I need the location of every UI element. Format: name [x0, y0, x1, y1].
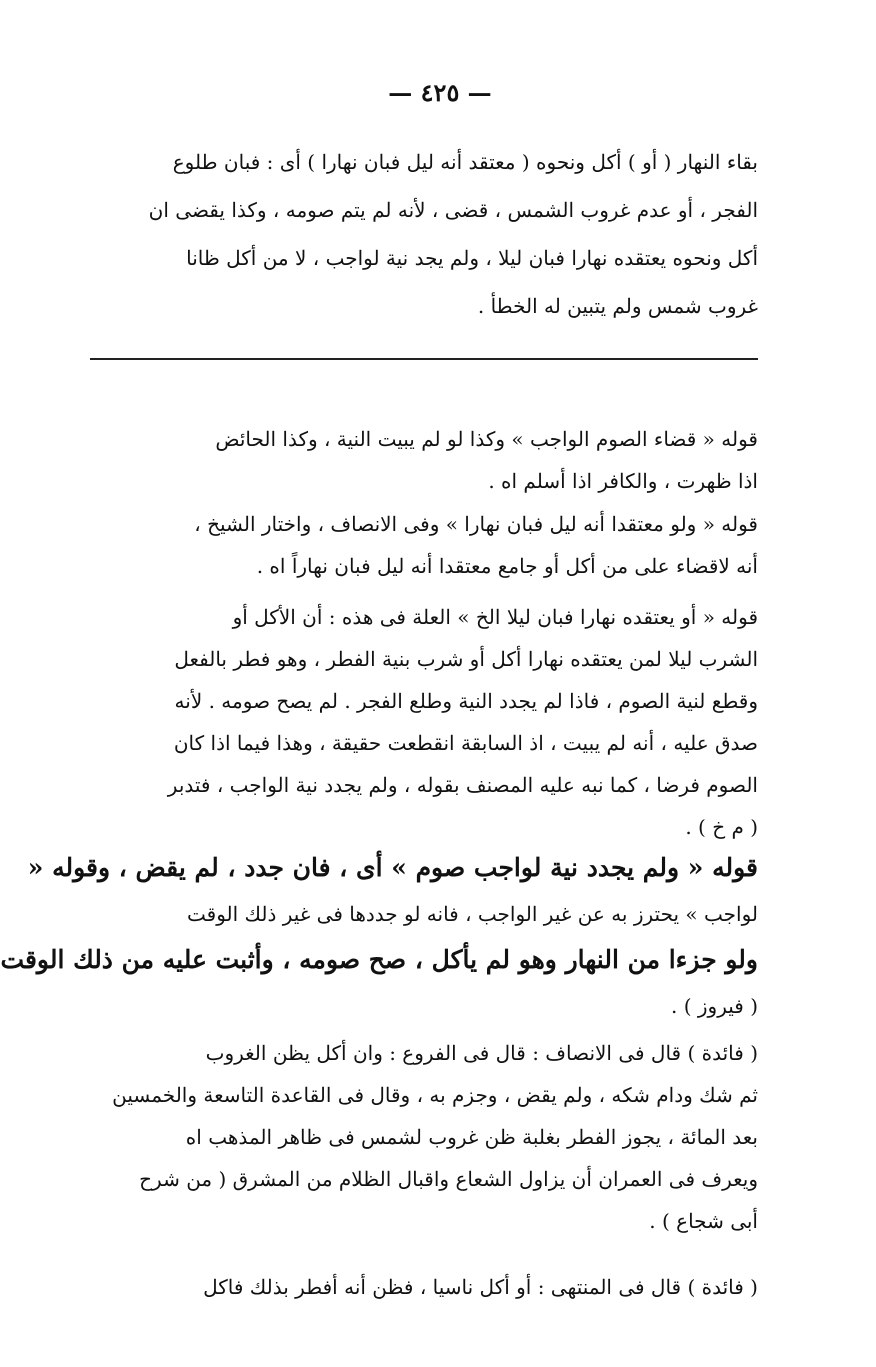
main-text-line: غروب شمس ولم يتبين له الخطأ . [477, 294, 758, 318]
footnote-line: ( فائدة ) قال فى الانصاف : قال فى الفروع : وان أكل يظن الغروب [205, 1041, 758, 1065]
footnote-line: ( فيروز ) . [671, 994, 758, 1018]
footnote-line: قوله « قضاء الصوم الواجب » وكذا لو لم يبيت النية ، وكذا الحائض [215, 427, 758, 451]
footnote-line: ولو جزءا من النهار وهو لم يأكل ، صح صومه ، وأثبت عليه من ذلك الوقت [0, 945, 758, 974]
footnote-line: الصوم فرضا ، كما نبه عليه المصنف بقوله ، ولم يجدد نية الواجب ، فتدبر [167, 773, 758, 797]
footnote-line: اذا ظهرت ، والكافر اذا أسلم اه . [488, 469, 758, 493]
footnote-3 [82, 596, 758, 848]
main-text-line: الفجر ، أو عدم غروب الشمس ، قضى ، لأنه لم يتم صومه ، وكذا يقضى ان [148, 198, 758, 222]
footnote-2 [82, 503, 758, 587]
footnote-1 [82, 418, 758, 502]
footnote-line: ( م خ ) . [685, 815, 758, 839]
footnote-line: صدق عليه ، أنه لم يبيت ، اذ السابقة انقطعت حقيقة ، وهذا فيما اذا كان [173, 731, 758, 755]
footnote-line: ثم شك ودام شكه ، ولم يقض ، وجزم به ، وقال فى القاعدة التاسعة والخمسين [112, 1083, 758, 1107]
main-text-line: أكل ونحوه يعتقده نهارا فبان ليلا ، ولم يجد نية لواجب ، لا من أكل ظانا [186, 246, 758, 270]
footnote-line: ويعرف فى العمران أن يزاول الشعاع واقبال الظلام من المشرق ( من شرح [139, 1167, 758, 1191]
footnote-line: بعد المائة ، يجوز الفطر بغلبة ظن غروب لشمس فى ظاهر المذهب اه [185, 1125, 758, 1149]
footnote-divider [90, 358, 758, 360]
footnote-5 [82, 1032, 758, 1242]
footnote-line: وقطع لنية الصوم ، فاذا لم يجدد النية وطلع الفجر . لم يصح صومه . لأنه [174, 689, 758, 713]
footnote-line: قوله « أو يعتقده نهارا فبان ليلا الخ » العلة فى هذه : أن الأكل أو [232, 605, 758, 629]
footnote-4 [0, 843, 758, 1027]
footnote-line: أبى شجاع ) . [649, 1209, 758, 1233]
main-text-line: بقاء النهار ( أو ) أكل ونحوه ( معتقد أنه ليل فبان نهارا ) أى : فبان طلوع [172, 150, 758, 174]
footnote-line: الشرب ليلا لمن يعتقده نهارا أكل أو شرب بنية الفطر ، وهو فطر بالفعل [174, 647, 758, 671]
page-number: — ٤٢٥ — [388, 78, 492, 107]
footnote-line: قوله « ولم يجدد نية لواجب صوم » أى ، فان جدد ، لم يقض ، وقوله « [27, 853, 758, 882]
main-text [82, 138, 758, 330]
footnote-6 [82, 1266, 758, 1308]
footnote-line: ( فائدة ) قال فى المنتهى : أو أكل ناسيا ، فظن أنه أفطر بذلك فاكل [203, 1275, 758, 1299]
footnote-line: قوله « ولو معتقدا أنه ليل فبان نهارا » وفى الانصاف ، واختار الشيخ ، [194, 512, 758, 536]
footnote-line: أنه لاقضاء على من أكل أو جامع معتقدا أنه ليل فبان نهاراً اه . [256, 554, 758, 578]
footnote-line: لواجب » يحترز به عن غير الواجب ، فانه لو جددها فى غير ذلك الوقت [187, 902, 758, 926]
